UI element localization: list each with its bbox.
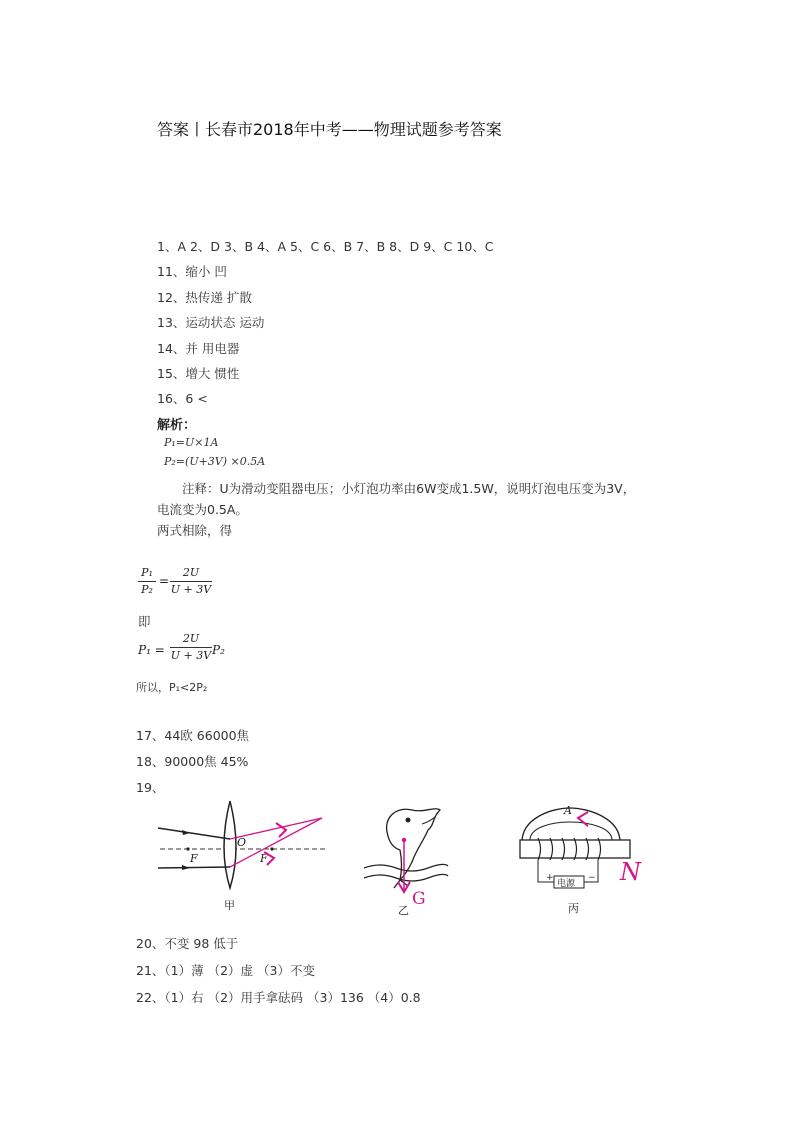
answer-20: 20、不变 98 低于 bbox=[136, 936, 239, 951]
field-direction-arrow-icon bbox=[578, 812, 588, 826]
iron-core bbox=[520, 840, 630, 858]
note-line-1: 注释：U为滑动变阻器电压；小灯泡功率由6W变成1.5W，说明灯泡电压变为3V， bbox=[182, 481, 636, 496]
formula2-rhs bbox=[170, 632, 212, 663]
page-title: 答案丨长春市2018年中考——物理试题参考答案 bbox=[157, 120, 502, 139]
answer-17: 17、44欧 66000焦 bbox=[136, 728, 250, 743]
formula2-tail: P₂ bbox=[212, 643, 225, 657]
focus-right-dot bbox=[270, 847, 273, 850]
answer-11: 11、缩小 凹 bbox=[157, 264, 227, 279]
formula2-lhs: P₁ = bbox=[138, 643, 165, 657]
answer-19: 19、 bbox=[136, 780, 165, 795]
field-line-inner bbox=[530, 822, 612, 840]
formula1-lhs bbox=[138, 566, 156, 597]
figure-yi-label: 乙 bbox=[398, 904, 409, 917]
figure-jia-label: 甲 bbox=[224, 899, 235, 912]
formula1-rhs-den: U + 3V bbox=[170, 583, 212, 596]
analysis-label: 解析： bbox=[157, 418, 197, 433]
plus-terminal: + bbox=[546, 873, 554, 883]
note-line-2: 电流变为0.5A。 bbox=[157, 502, 248, 517]
formula1-lhs-num: P₁ bbox=[141, 566, 153, 579]
water-wave-2 bbox=[364, 874, 448, 881]
point-a-label: A bbox=[564, 804, 572, 817]
answer-15: 15、增大 惯性 bbox=[157, 366, 240, 381]
answer-14: 14、并 用电器 bbox=[157, 341, 240, 356]
formula1-lhs-den: P₂ bbox=[141, 583, 153, 596]
equation-p2: P₂=(U+3V) ×0.5A bbox=[164, 455, 266, 468]
figure-19 bbox=[150, 796, 670, 922]
answers-1-10: 1、A 2、D 3、B 4、A 5、C 6、B 7、B 8、D 9、C 10、C bbox=[157, 239, 494, 254]
conclusion: 所以，P₁<2P₂ bbox=[136, 681, 208, 694]
gravity-label-g: G bbox=[412, 889, 426, 909]
pole-n-label: N bbox=[620, 858, 641, 886]
formula2-rhs-den: U + 3V bbox=[170, 649, 212, 662]
answer-22: 22、（1）右 （2）用手拿砝码 （3）136 （4）0.8 bbox=[136, 990, 421, 1005]
figure-bing-label: 丙 bbox=[568, 902, 579, 915]
refracted-ray-top bbox=[230, 818, 322, 839]
ji-text: 即 bbox=[138, 614, 151, 629]
focus-left-label: F bbox=[190, 852, 198, 865]
answer-16: 16、6 < bbox=[157, 391, 208, 406]
answer-21: 21、（1）薄 （2）虚 （3）不变 bbox=[136, 963, 315, 978]
formula1-rhs bbox=[170, 566, 212, 597]
formula1-rhs-num: 2U bbox=[182, 566, 200, 579]
optical-center-label: O bbox=[237, 836, 247, 849]
answer-12: 12、热传递 扩散 bbox=[157, 290, 252, 305]
figure-jia bbox=[158, 801, 328, 912]
equation-p1: P₁=U×1A bbox=[164, 436, 219, 449]
formula2-rhs-num: 2U bbox=[182, 632, 200, 645]
figure-yi bbox=[364, 809, 448, 917]
power-supply-label: 电源 bbox=[557, 879, 576, 889]
divide-text: 两式相除，得 bbox=[157, 523, 233, 538]
incident-ray-top bbox=[158, 828, 230, 839]
answer-18: 18、90000焦 45% bbox=[136, 754, 249, 769]
formula1-equals: = bbox=[159, 574, 170, 588]
focus-right-label: F bbox=[260, 852, 268, 865]
convex-lens bbox=[224, 801, 236, 888]
focus-left-dot bbox=[186, 847, 189, 850]
center-of-gravity-dot bbox=[402, 838, 406, 842]
figure-bing bbox=[520, 804, 642, 915]
dolphin-eye bbox=[406, 818, 411, 823]
refracted-arrow-top bbox=[276, 823, 286, 837]
incident-ray-bottom bbox=[158, 867, 230, 868]
minus-terminal: − bbox=[588, 873, 596, 883]
answer-13: 13、运动状态 运动 bbox=[157, 315, 265, 330]
